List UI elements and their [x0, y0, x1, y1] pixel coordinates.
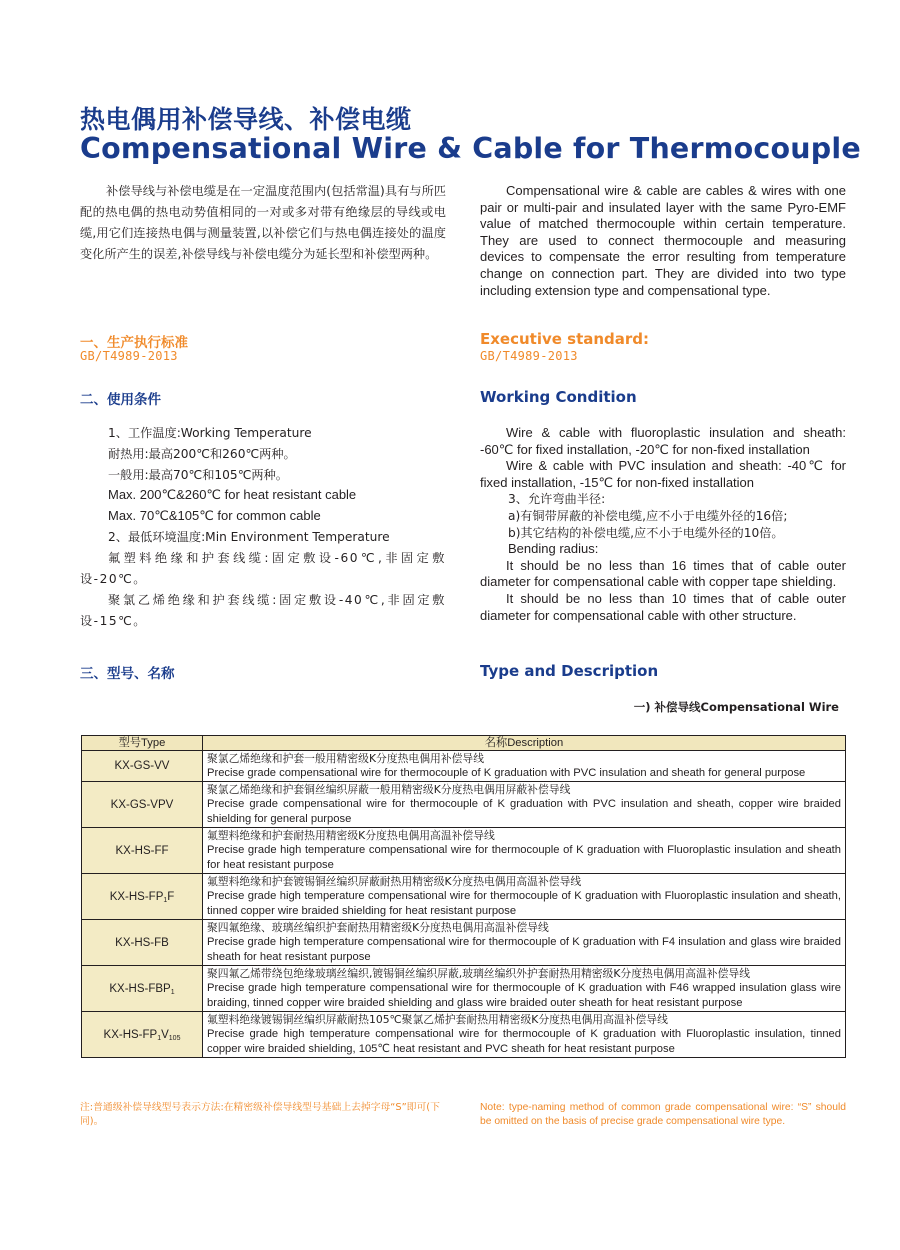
description-cn: 聚氯乙烯绝缘和护套铜丝编织屏蔽一般用精密级K分度热电偶用屏蔽补偿导线 — [207, 783, 571, 796]
description-cell — [203, 782, 846, 828]
description-cn: 氟塑料绝缘镀锡铜丝编织屏蔽耐热105℃聚氯乙烯护套耐热用精密级K分度热电偶用高温补偿导线 — [207, 1013, 668, 1026]
type-cell — [82, 782, 203, 828]
footnote-en: Note: type-naming method of common grade compensational wire: “S” should be omitted on the basis of precise grade compensational wire type. — [480, 1102, 846, 1127]
table-row — [82, 874, 846, 920]
condition-line: Max. 200℃&260℃ for heat resistant cable — [108, 487, 357, 503]
working-condition-heading-en: Working Condition — [480, 388, 637, 406]
type-cell — [82, 751, 203, 782]
type-code: KX-GS-VV — [114, 760, 170, 772]
type-cell — [82, 828, 203, 874]
working-condition-right — [480, 425, 846, 624]
pvc-condition-en: Wire & cable with PVC insulation and sheath: -40℃ for fixed installation, -15℃ for non-fixed installation — [480, 458, 846, 490]
fluoroplastic-condition-en: Wire & cable with fluoroplastic insulation and sheath: -60℃ for fixed installation, -20℃ for non-fixed installation — [480, 425, 846, 457]
description-en: Precise grade high temperature compensational wire for thermocouple of K graduation with Fluoroplastic insulation and sheath, tinned copper wire braided shielding for heat resistant purpose — [207, 890, 841, 917]
condition-line: 1、工作温度:Working Temperature — [108, 426, 312, 440]
executive-standard-heading-cn: 一、生产执行标准 — [80, 335, 188, 351]
table-header-row — [82, 736, 846, 751]
compensational-wire-subheading: 一) 补偿导线Compensational Wire — [633, 700, 839, 714]
type-cell — [82, 966, 203, 1012]
working-condition-heading-cn: 二、使用条件 — [80, 392, 161, 408]
type-code-part: V — [161, 1028, 169, 1041]
page-title-cn: 热电偶用补偿导线、补偿电缆 — [80, 105, 412, 134]
description-cn: 聚四氟乙烯带绕包绝缘玻璃丝编织,镀锡铜丝编织屏蔽,玻璃丝编织外护套耐热用精密级K分度热电偶用高温补偿导线 — [207, 967, 750, 980]
type-code-part: 105 — [168, 1034, 181, 1042]
type-code: KX-HS-FP — [103, 1028, 158, 1041]
bending-radius-line: 3、允许弯曲半径: — [508, 492, 606, 507]
description-cell — [203, 874, 846, 920]
condition-line: 耐热用:最高200℃和260℃两种。 — [108, 446, 296, 461]
condition-line: 2、最低环境温度:Min Environment Temperature — [108, 529, 390, 544]
type-code: KX-HS-FBP — [109, 982, 171, 995]
type-code: KX-HS-FP — [109, 890, 164, 903]
description-cell — [203, 920, 846, 966]
description-cn: 氟塑料绝缘和护套镀锡铜丝编织屏蔽耐热用精密级K分度热电偶用高温补偿导线 — [207, 875, 582, 888]
pvc-condition-cn: 聚氯乙烯绝缘和护套线缆:固定敷设-40℃,非固定敷设-15℃。 — [80, 592, 446, 628]
bending-radius-copper-en: It should be no less than 16 times that of cable outer diameter for compensational cable with copper tape shielding. — [480, 557, 846, 590]
bending-radius-line: a)有铜带屏蔽的补偿电缆,应不小于电缆外径的16倍; — [508, 508, 788, 523]
executive-standard-code-cn: GB/T4989-2013 — [80, 349, 178, 363]
description-en: Precise grade high temperature compensational wire for thermocouple of K graduation with F4 insulation and glass wire braided sheath for heat resistant purpose — [207, 936, 841, 963]
condition-line: 一般用:最高70℃和105℃两种。 — [108, 467, 288, 482]
type-code: KX-HS-FB — [115, 936, 169, 949]
table-row — [82, 828, 846, 874]
type-cell — [82, 1012, 203, 1058]
executive-standard-code-en: GB/T4989-2013 — [480, 349, 578, 363]
description-en: Precise grade compensational wire for thermocouple of K graduation with PVC insulation and sheath for general purpose — [207, 767, 806, 779]
type-code-part: 1 — [163, 896, 168, 904]
header-description: 名称Description — [203, 736, 846, 751]
type-code-part: F — [167, 890, 175, 903]
table-row — [82, 920, 846, 966]
footnote-cn: 注:普通级补偿导线型号表示方法:在精密级补偿导线型号基础上去掉字母“S”即可(下同)。 — [80, 1102, 440, 1127]
type-code: KX-GS-VPV — [110, 798, 174, 811]
description-cell — [203, 1012, 846, 1058]
description-cell — [203, 828, 846, 874]
description-en: Precise grade high temperature compensational wire for thermocouple of K graduation with F46 wrapped insulation glass wire braiding, tinned copper wire braided shielding and glass wire braided outer sheath for heat resistant purpose — [207, 982, 841, 1009]
description-cell — [203, 751, 846, 782]
description-en: Precise grade high temperature compensational wire for thermocouple of K graduation with Fluoroplastic insulation and sheath for heat resistant purpose — [207, 844, 841, 871]
table-row — [82, 966, 846, 1012]
table-row — [82, 782, 846, 828]
header-type: 型号Type — [82, 736, 203, 751]
type-description-heading-cn: 三、型号、名称 — [80, 666, 175, 682]
type-description-heading-en: Type and Description — [480, 662, 659, 680]
type-cell — [82, 920, 203, 966]
condition-line: Max. 70℃&105℃ for common cable — [108, 508, 321, 524]
description-cn: 聚四氟绝缘、玻璃丝编织护套耐热用精密级K分度热电偶用高温补偿导线 — [207, 921, 549, 934]
type-code-part: 1 — [170, 988, 175, 996]
description-cn: 聚氯乙烯绝缘和护套一般用精密级K分度热电偶用补偿导线 — [207, 752, 484, 765]
description-en: Precise grade high temperature compensational wire for thermocouple of K graduation with Fluoroplastic insulation, tinned copper wire braided shielding, 105℃ heat resistant and PVC sheath for heat resistant purpose — [207, 1028, 841, 1055]
bending-radius-other-en: It should be no less than 10 times that of cable outer diameter for compensational cable with other structure. — [480, 590, 846, 623]
working-condition-left — [80, 423, 446, 632]
fluoroplastic-condition-cn: 氟塑料绝缘和护套线缆:固定敷设-60℃,非固定敷设-20℃。 — [80, 550, 446, 586]
type-code: KX-HS-FF — [115, 844, 169, 857]
intro-cn: 补偿导线与补偿电缆是在一定温度范围内(包括常温)具有与所匹配的热电偶的热电动势值相同的一对或多对带有绝缘层的导线或电缆,用它们连接热电偶与测量装置,以补偿它们与热电偶连接处的温度变化所产生的误差,补偿导线与补偿电缆分为延长型和补偿型两种。 — [80, 184, 446, 261]
bending-radius-line: b)其它结构的补偿电缆,应不小于电缆外径的10倍。 — [508, 525, 784, 540]
executive-standard-heading-en: Executive standard: — [480, 330, 650, 348]
type-cell — [82, 874, 203, 920]
intro-en: Compensational wire & cable are cables & wires with one pair or multi-pair and insulated layer with the same Pyro-EMF value of matched thermocouple within certain temperature. They are used to connect thermocouple and measuring devices to compensate the error resulting from temperature change on connection part. They are divided into two type including extension type and compensational type. — [480, 183, 846, 298]
table-row — [82, 751, 846, 782]
description-en: Precise grade compensational wire for thermocouple of K graduation with PVC insulation and sheath, copper wire braided shielding for general purpose — [207, 798, 841, 825]
type-code-part: 1 — [157, 1034, 162, 1042]
page-title-en: Compensational Wire & Cable for Thermocouple — [80, 132, 861, 165]
description-cn: 氟塑料绝缘和护套耐热用精密级K分度热电偶用高温补偿导线 — [207, 829, 495, 842]
description-cell — [203, 966, 846, 1012]
table-row — [82, 1012, 846, 1058]
bending-radius-label: Bending radius: — [508, 541, 599, 557]
compensational-wire-table — [81, 735, 846, 1058]
